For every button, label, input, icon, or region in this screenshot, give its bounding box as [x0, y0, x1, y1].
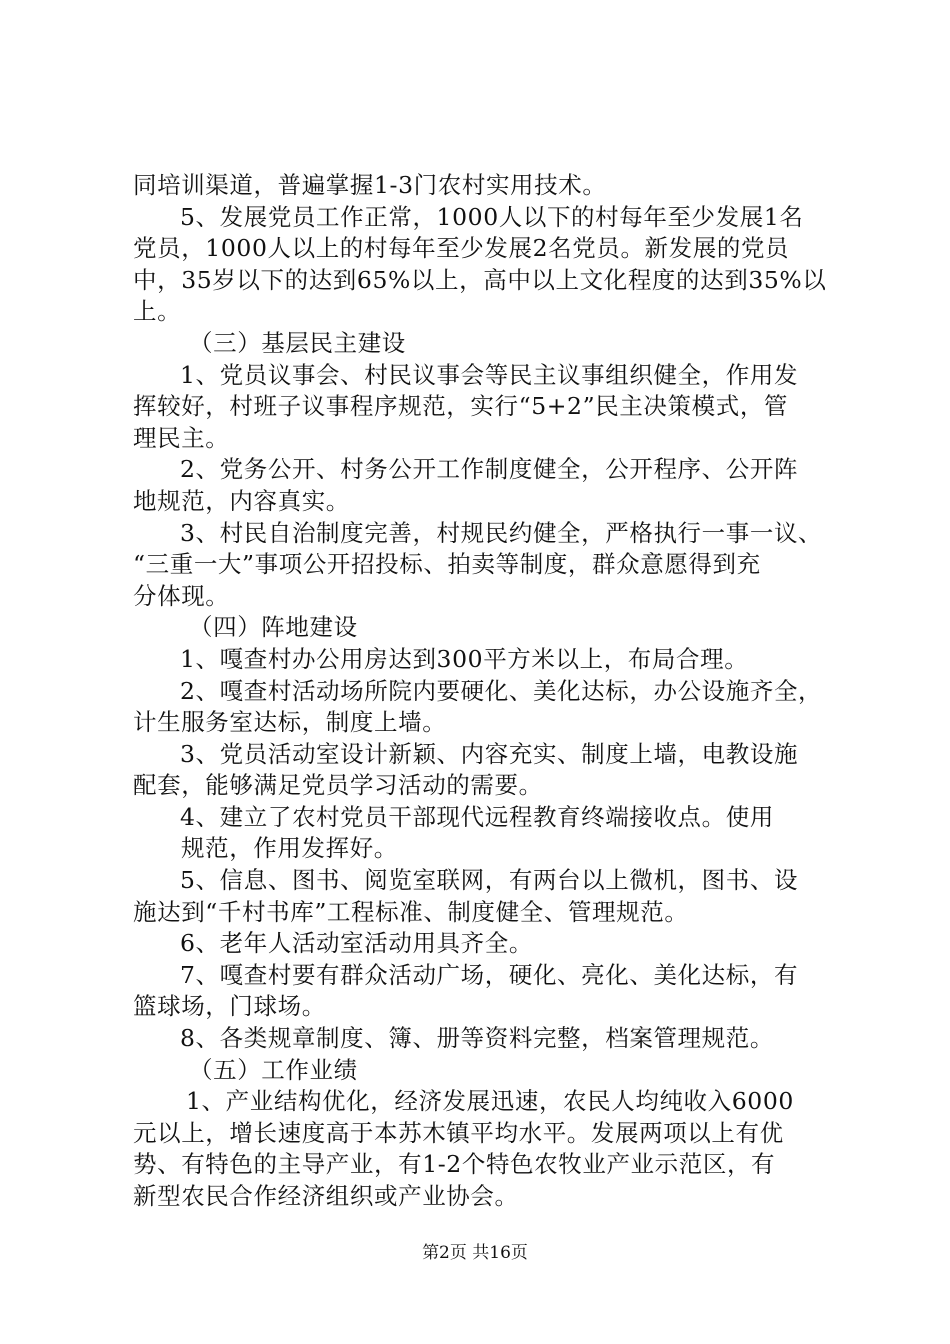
paragraph-line: 中，35岁以下的达到65%以上，高中以上文化程度的达到35%以 — [133, 265, 827, 294]
paragraph-line: 7、嘎查村要有群众活动广场，硬化、亮化、美化达标，有 — [180, 960, 799, 989]
paragraph-line: 篮球场，门球场。 — [133, 992, 326, 1021]
page-number-footer: 第2页 共16页 — [422, 1243, 528, 1263]
section-heading: （三）基层民主建设 — [189, 328, 406, 357]
paragraph-line: 同培训渠道，普遍掌握1-3门农村实用技术。 — [133, 171, 607, 199]
paragraph-line: “三重一大”事项公开招投标、拍卖等制度，群众意愿得到充 — [133, 550, 761, 579]
paragraph-line: 计生服务室达标，制度上墙。 — [133, 708, 447, 737]
paragraph-line: 新型农民合作经济组织或产业协会。 — [133, 1182, 519, 1210]
paragraph-line: 1、党员议事会、村民议事会等民主议事组织健全，作用发 — [180, 360, 799, 389]
paragraph-line: 施达到“千村书库”工程标准、制度健全、管理规范。 — [133, 897, 689, 926]
paragraph-line: 3、村民自治制度完善，村规民约健全，严格执行一事一议、 — [180, 518, 823, 547]
paragraph-line: 5、发展党员工作正常，1000人以下的村每年至少发展1名 — [180, 202, 804, 231]
paragraph-line: 理民主。 — [133, 423, 230, 452]
paragraph-line: 挥较好，村班子议事程序规范，实行“5+2”民主决策模式，管 — [133, 392, 789, 421]
paragraph-line: 6、老年人活动室活动用具齐全。 — [180, 929, 533, 958]
paragraph-line: 元以上，增长速度高于本苏木镇平均水平。发展两项以上有优 — [133, 1118, 784, 1147]
paragraph-line: 2、党务公开、村务公开工作制度健全，公开程序、公开阵 — [180, 455, 799, 484]
section-heading: （五）工作业绩 — [189, 1055, 358, 1084]
paragraph-line: 5、信息、图书、阅览室联网，有两台以上微机，图书、设 — [180, 866, 799, 895]
paragraph-line: 1、产业结构优化，经济发展迅速，农民人均纯收入6000 — [186, 1087, 794, 1116]
paragraph-line: 上。 — [133, 297, 182, 326]
paragraph-line: 2、嘎查村活动场所院内要硬化、美化达标，办公设施齐全， — [180, 676, 823, 705]
document-body — [133, 170, 833, 1213]
paragraph-line: 8、各类规章制度、簿、册等资料完整，档案管理规范。 — [180, 1024, 774, 1053]
paragraph-line: 地规范，内容真实。 — [133, 486, 350, 515]
paragraph-line: 规范，作用发挥好。 — [181, 834, 398, 863]
paragraph-line: 4、建立了农村党员干部现代远程教育终端接收点。使用 — [180, 802, 774, 831]
paragraph-line: 3、党员活动室设计新颖、内容充实、制度上墙，电教设施 — [180, 739, 799, 768]
paragraph-line: 1、嘎查村办公用房达到300平方米以上，布局合理。 — [180, 644, 749, 673]
section-heading: （四）阵地建设 — [189, 613, 358, 642]
paragraph-line: 党员，1000人以上的村每年至少发展2名党员。新发展的党员 — [133, 234, 790, 263]
paragraph-line: 配套，能够满足党员学习活动的需要。 — [133, 771, 543, 800]
paragraph-line: 分体现。 — [133, 581, 230, 610]
paragraph-line: 势、有特色的主导产业，有1-2个特色农牧业产业示范区，有 — [133, 1150, 776, 1179]
